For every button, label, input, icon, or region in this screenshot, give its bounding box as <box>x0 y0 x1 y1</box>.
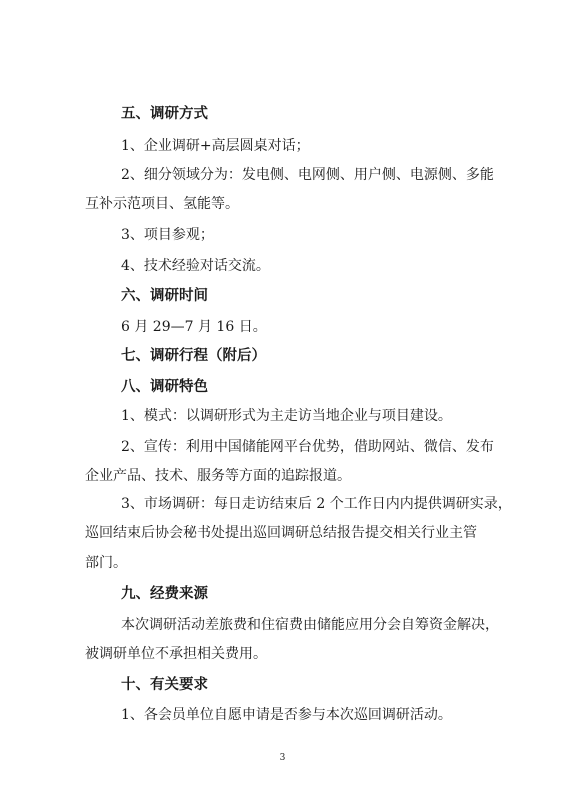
paragraph-line: 1、企业调研+高层圆桌对话； <box>121 138 310 154</box>
paragraph-line: 6 月 29—7 月 16 日。 <box>121 319 267 335</box>
paragraph-line: 互补示范项目、氢能等。 <box>85 196 239 212</box>
section-heading: 七、调研行程（附后） <box>121 347 266 364</box>
paragraph-line: 2、宣传：利用中国储能网平台优势，借助网站、微信、发布 <box>121 439 494 455</box>
paragraph-line: 部门。 <box>85 555 127 571</box>
page-number: 3 <box>279 753 286 763</box>
paragraph-line: 1、各会员单位自愿申请是否参与本次巡回调研活动。 <box>121 707 452 723</box>
paragraph-line: 3、项目参观； <box>121 227 214 243</box>
paragraph-line: 4、技术经验对话交流。 <box>121 258 270 274</box>
paragraph-line: 1、模式：以调研形式为主走访当地企业与项目建设。 <box>121 408 452 424</box>
section-heading: 六、调研时间 <box>121 287 208 304</box>
section-heading: 九、经费来源 <box>121 585 208 602</box>
paragraph-line: 企业产品、技术、服务等方面的追踪报道。 <box>85 468 351 484</box>
paragraph-line: 2、细分领域分为：发电侧、电网侧、用户侧、电源侧、多能 <box>121 167 494 183</box>
paragraph-line: 本次调研活动差旅费和住宿费由储能应用分会自筹资金解决， <box>121 617 499 633</box>
paragraph-line: 被调研单位不承担相关费用。 <box>85 646 267 662</box>
section-heading: 五、调研方式 <box>121 105 208 122</box>
section-heading: 八、调研特色 <box>121 378 208 395</box>
paragraph-line: 巡回结束后协会秘书处提出巡回调研总结报告提交相关行业主管 <box>85 525 477 541</box>
paragraph-line: 3、市场调研：每日走访结束后 2 个工作日内内提供调研实录， <box>121 496 512 512</box>
section-heading: 十、有关要求 <box>121 676 208 693</box>
